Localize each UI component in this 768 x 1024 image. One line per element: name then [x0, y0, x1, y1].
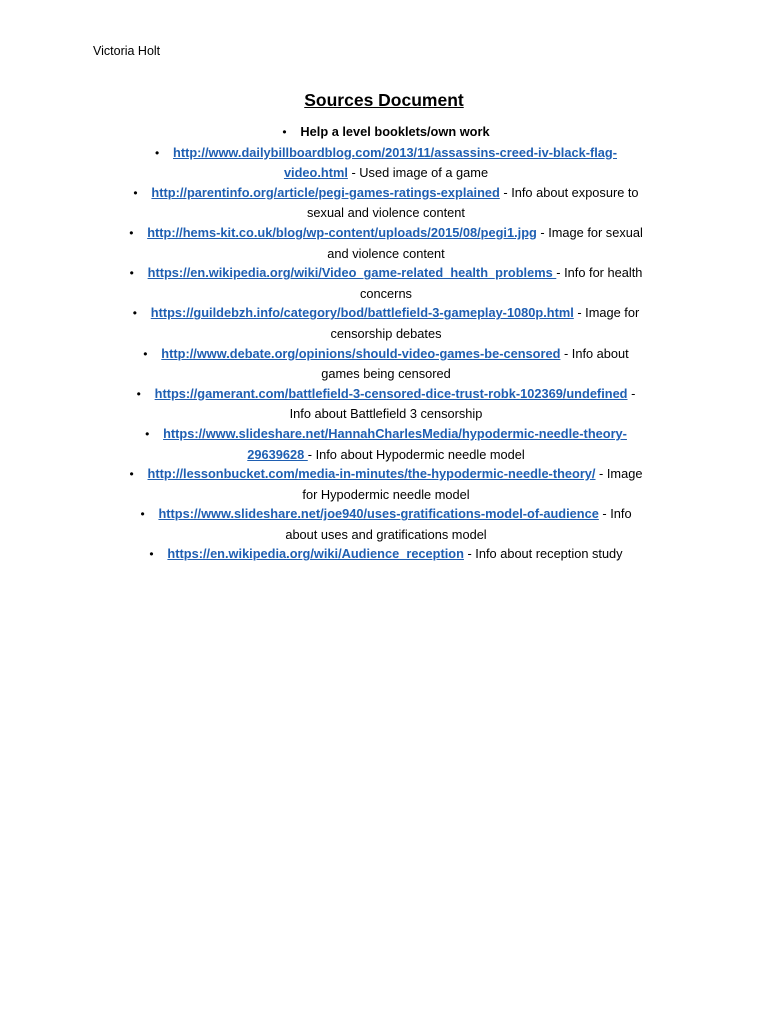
bullet-icon: •	[129, 266, 134, 281]
bullet-icon: •	[140, 507, 145, 522]
source-link[interactable]: http://hems-kit.co.uk/blog/wp-content/uploads/2015/08/pegi1.jpg	[147, 224, 537, 240]
bullet-icon: •	[155, 145, 160, 160]
source-description: - Info about Battlefield 3 censorship	[289, 385, 636, 422]
source-description: - Used image of a game	[347, 165, 489, 181]
source-link[interactable]: https://www.slideshare.net/HannahCharlesMedia/hypodermic-needle-theory-29639628	[163, 425, 627, 462]
source-item	[126, 183, 646, 223]
bullet-icon: •	[133, 185, 138, 200]
source-description: - Info about games being censored	[321, 345, 629, 382]
source-description: - Info about reception study	[463, 546, 623, 562]
source-item	[126, 143, 646, 183]
source-link[interactable]: https://en.wikipedia.org/wiki/Audience_reception	[167, 546, 464, 562]
source-description: - Info about exposure to sexual and violence content	[307, 184, 639, 221]
source-link[interactable]: https://en.wikipedia.org/wiki/Video_game-related_health_problems	[147, 265, 557, 281]
list-item-intro	[126, 122, 646, 143]
author-name: Victoria Holt	[93, 44, 161, 58]
source-description: - Info about Hypodermic needle model	[307, 446, 525, 462]
source-item	[126, 384, 646, 424]
bullet-icon: •	[145, 426, 150, 441]
bullet-icon: •	[129, 467, 134, 482]
source-item	[126, 424, 646, 464]
source-link[interactable]: https://www.slideshare.net/joe940/uses-gratifications-model-of-audience	[158, 506, 599, 522]
source-link[interactable]: https://guildebzh.info/category/bod/battlefield-3-gameplay-1080p.html	[150, 305, 574, 321]
source-link[interactable]: http://www.dailybillboardblog.com/2013/11/assassins-creed-iv-black-flag-video.html	[173, 144, 617, 181]
source-item	[126, 344, 646, 384]
source-description: - Image for Hypodermic needle model	[302, 466, 643, 502]
source-description: - Info for health concerns	[360, 265, 643, 301]
source-item	[126, 504, 646, 544]
source-item	[126, 464, 646, 504]
source-item	[126, 263, 646, 303]
bullet-icon: •	[136, 386, 141, 401]
bullet-icon: •	[282, 125, 287, 139]
source-item	[126, 544, 646, 565]
source-item	[126, 303, 646, 343]
bullet-icon: •	[143, 346, 148, 361]
bullet-icon: •	[132, 306, 137, 321]
source-description: - Info about uses and gratifications model	[285, 506, 632, 542]
bullet-icon: •	[149, 547, 154, 562]
source-item	[126, 223, 646, 263]
sources-list	[126, 122, 646, 565]
source-description: - Image for censorship debates	[330, 305, 640, 341]
bullet-icon: •	[129, 225, 134, 240]
page-title: Sources Document	[304, 90, 464, 110]
source-link[interactable]: https://gamerant.com/battlefield-3-censored-dice-trust-robk-102369/undefined	[154, 385, 628, 401]
intro-text: Help a level booklets/own work	[300, 124, 490, 139]
source-description: - Image for sexual and violence content	[327, 224, 643, 261]
source-link[interactable]: http://parentinfo.org/article/pegi-games-ratings-explained	[151, 184, 500, 200]
source-link[interactable]: http://www.debate.org/opinions/should-video-games-be-censored	[161, 345, 561, 361]
source-link[interactable]: http://lessonbucket.com/media-in-minutes/the-hypodermic-needle-theory/	[147, 466, 596, 482]
